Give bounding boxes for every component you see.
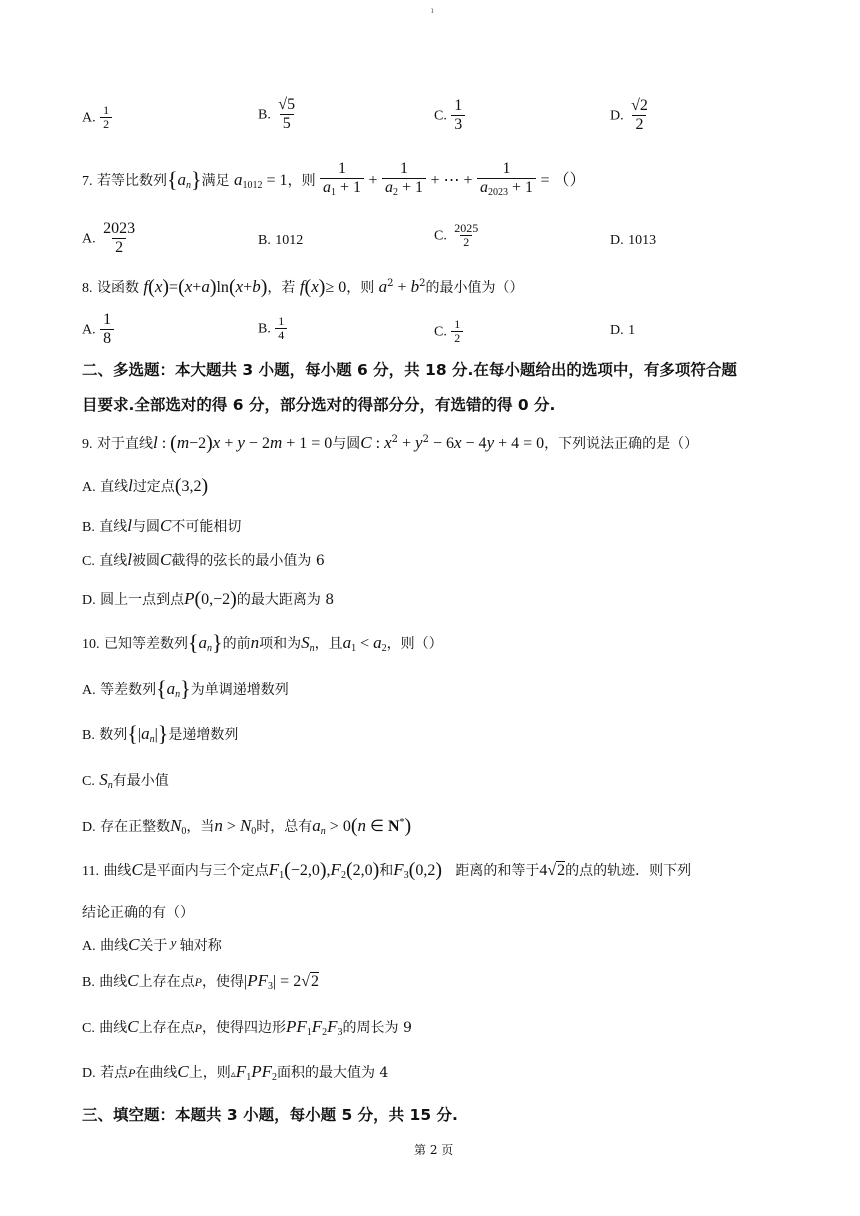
q11-option-c: C. 曲线C上存在点P，使得四边形$PF_1F_2F_3$的周长为 9 [82,1017,412,1038]
q9-option-d: D. 圆上一点到点P(0,−2)的最大距离为 8 [82,588,335,610]
q10-option-b: B. 数列$\{|a_n|\}$是递增数列 [82,721,239,746]
header-mark: ı [431,6,434,15]
question-9: 9. 对于直线l : (m−2)x + y − 2m + 1 = 0与圆C : $x^2 + y^2 - 6x - 4y + 4 = 0$，下列说法正确的是（） [82,432,699,454]
q9-option-c: C. 直线l被圆C截得的弦长的最小值为 6 [82,550,325,569]
q7-option-c: C. $\frac{2025}{2}$ [434,221,479,249]
q11-option-b: B. 曲线C上存在点P，使得$|PF_3| = 2√2$ [82,971,319,992]
q6-option-a: A. $\frac{1}{2}$ [82,104,112,131]
q7-option-d: D. 1013 [610,233,657,248]
section-2-heading: 二、多选题：本大题共 3 小题，每小题 6 分，共 18 分.在每小题给出的选项中，有多项符合题 [82,361,737,379]
q11-option-d: D. 若点P在曲线C上，则$▵F_1PF_2$面积的最大值为 4 [82,1062,389,1083]
q7-option-b: B. 1012 [258,233,304,248]
page-footer: 第 2 页 [414,1143,454,1157]
section-3-heading: 三、填空题：本题共 3 小题，每小题 5 分，共 15 分. [82,1106,458,1124]
q8-option-a: A. $\frac{1}{8}$ [82,311,114,348]
q10-option-a: A. 等差数列$\{a_n\}$为单调递增数列 [82,676,289,701]
q8-option-c: C. $\frac{1}{2}$ [434,318,463,345]
question-11: 11. 曲线C是平面内与三个定点$F_1(-2,0),F_2(2,0)$和$F_3(0,2)$ 距离的和等于4√2的点的轨迹．则下列 [82,859,692,881]
section-2-heading-line2: 目要求.全部选对的得 6 分，部分选对的得部分分，有选错的得 0 分. [82,396,556,414]
q11-option-a: A. 曲线C关于 y 轴对称 [82,935,222,954]
question-8: 8. 设函数 f(x)=(x+a)ln(x+b)，若 f(x)≥ 0，则 $a^2 + b^2$的最小值为（） [82,276,524,298]
q8-option-b: B. $\frac{1}{4}$ [258,315,287,342]
q10-option-d: D. 存在正整数$N_0$，当$n > N_0$时，总有$a_n > 0(n$ ∈ N*) [82,815,412,837]
q6-option-b: B. $\frac{√5}{5}$ [258,96,296,132]
q10-option-c: C. $S_n$有最小值 [82,770,169,791]
question-7: 7. 若等比数列$\{a_n\}$满足 $a_{1012} = 1$，则 $\frac{1}{a_1 + 1}$ + $\frac{1}{a_2 + 1}$ + ⋯ + $\frac{1}{a_{2023} + 1}$ = （） [82,160,585,202]
q8-option-d: D. 1 [610,323,636,338]
question-10: 10. 已知等差数列$\{a_n\}$的前n项和为$S_n$，且$a_1 < a_2$，则（） [82,630,443,655]
q6-option-c: C. $\frac{1}{3}$ [434,97,465,134]
q9-option-a: A. 直线l过定点(3,2) [82,475,209,497]
q7-option-a: A. $\frac{2023}{2}$ [82,220,136,256]
q6-option-d: D. $\frac{√2}{2}$ [610,97,648,133]
question-11-line2: 结论正确的有（） [82,905,194,921]
q9-option-b: B. 直线l与圆C不可能相切 [82,516,242,535]
